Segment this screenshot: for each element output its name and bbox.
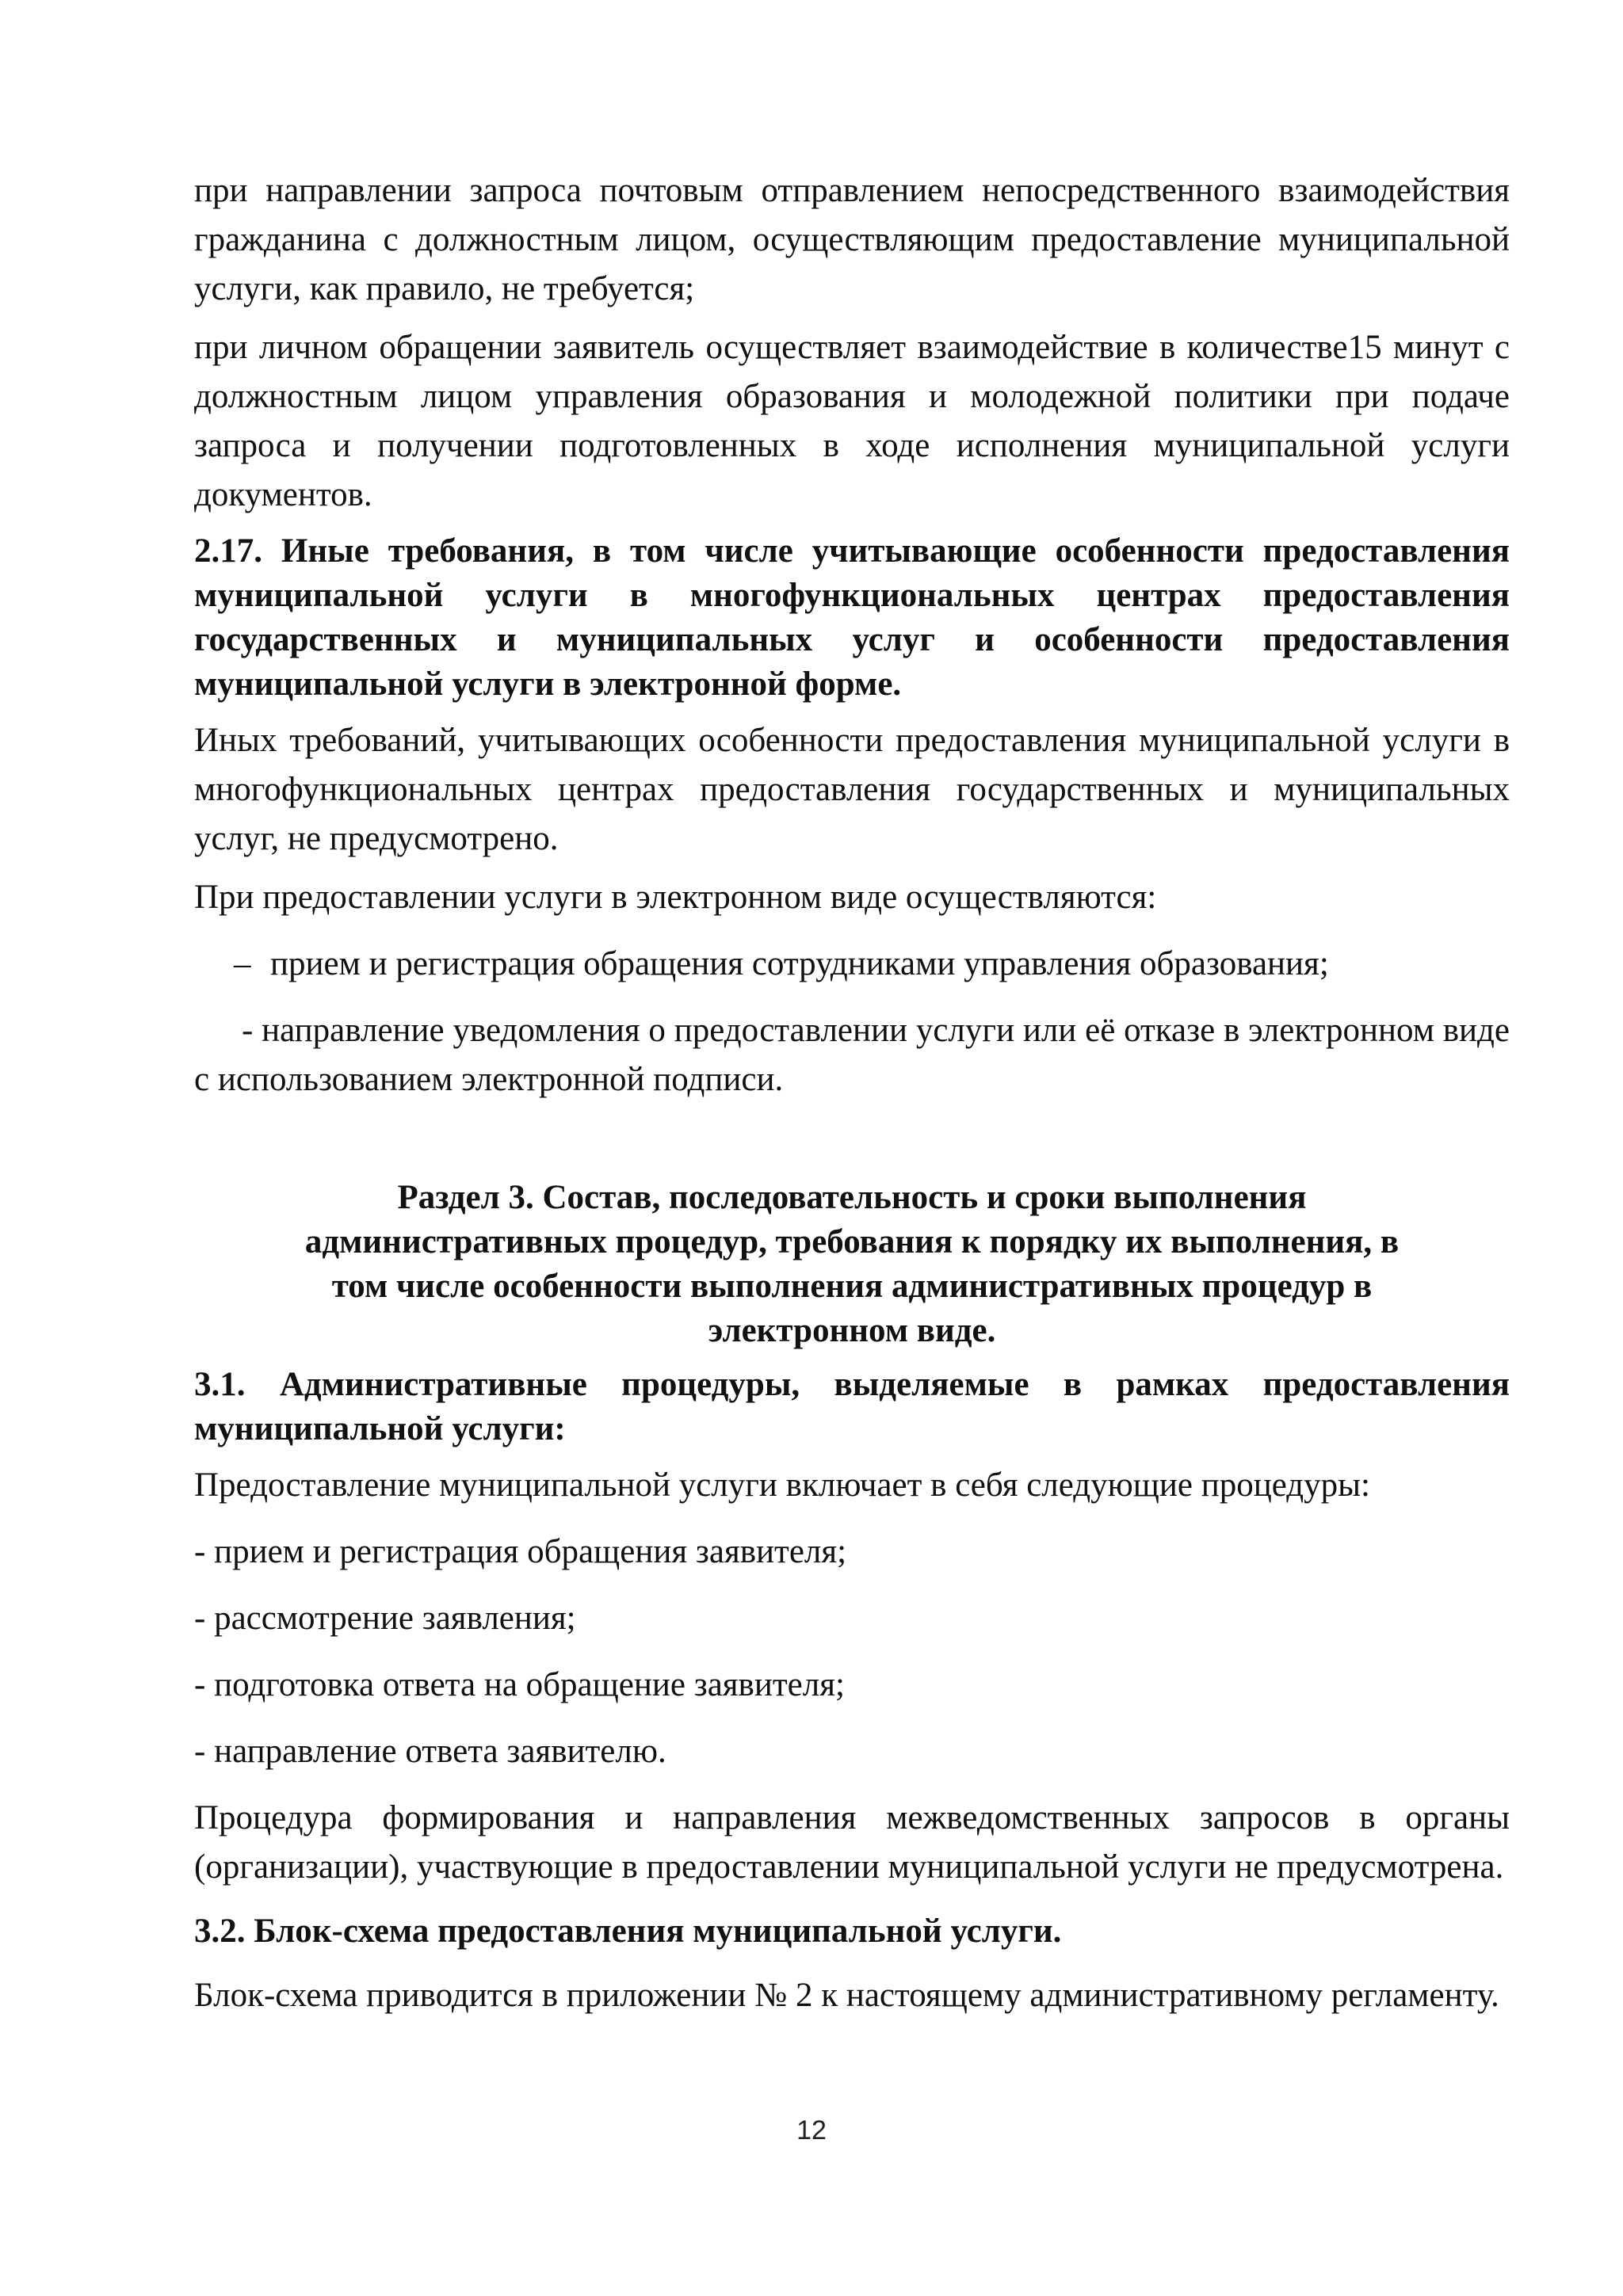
page-number: 12 — [796, 2115, 827, 2145]
paragraph-electronic-intro: При предоставлении услуги в электронном виде осуществляются: — [194, 879, 1157, 916]
paragraph-interagency-note: Процедура формирования и направления межведомственных запросов в органы (организации), участвующие в предоставлении муниципальной услуги не предусмотрена. — [194, 1799, 1510, 1886]
heading-3-2: 3.2. Блок-схема предоставления муниципальной услуги. — [194, 1913, 1062, 1950]
bullet-item-text: прием и регистрация обращения сотрудниками управления образования; — [270, 945, 1329, 982]
document-page — [194, 166, 1510, 2020]
paragraph-flowchart-reference: Блок-схема приводится в приложении № 2 к настоящему административному регламенту. — [194, 1977, 1499, 2014]
section-3-title-line: том числе особенности выполнения административных процедур в — [331, 1268, 1373, 1305]
section-3-title-line: Раздел 3. Состав, последовательность и сроки выполнения — [397, 1179, 1307, 1216]
heading-3-1: 3.1. Административные процедуры, выделяемые в рамках предоставления муниципальной услуги: — [194, 1366, 1510, 1447]
bullet-item-reception — [194, 940, 1510, 989]
heading-2-17: 2.17. Иные требования, в том числе учитывающие особенности предоставления муниципальной услуги в многофункциональных центрах предоставления государственных и муниципальных услуг и особенности предоставления муниципальной услуги в электронной форме. — [194, 532, 1510, 703]
paragraph-notification: - направление уведомления о предоставлении услуги или её отказе в электронном виде с использованием электронной подписи. — [194, 1012, 1510, 1098]
paragraph-no-requirements: Иных требований, учитывающих особенности предоставления муниципальной услуги в многофункциональных центрах предоставления государственных и муниципальных услуг, не предусмотрено. — [194, 722, 1510, 857]
list-item: - рассмотрение заявления; — [194, 1600, 576, 1637]
paragraph-personal-visit: при личном обращении заявитель осуществляет взаимодействие в количестве15 минут с должностным лицом управления образования и молодежной политики при подаче запроса и получении подготовленных в ходе исполнения муниципальной услуги документов. — [194, 329, 1510, 513]
paragraph-procedures-intro: Предоставление муниципальной услуги включает в себя следующие процедуры: — [194, 1466, 1371, 1504]
paragraph-postal-request: при направлении запроса почтовым отправлением непосредственного взаимодействия гражданина с должностным лицом, осуществляющим предоставление муниципальной услуги, как правило, не требуется; — [194, 172, 1510, 307]
list-item: - направление ответа заявителю. — [194, 1733, 666, 1770]
section-3-title-line: электронном виде. — [708, 1312, 996, 1349]
section-3-title-line: административных процедур, требования к порядку их выполнения, в — [304, 1223, 1400, 1261]
list-item: - прием и регистрация обращения заявителя; — [194, 1533, 847, 1570]
list-item: - подготовка ответа на обращение заявителя; — [194, 1666, 845, 1703]
dash-marker: – — [234, 945, 251, 982]
section-3-title — [194, 1176, 1510, 1353]
